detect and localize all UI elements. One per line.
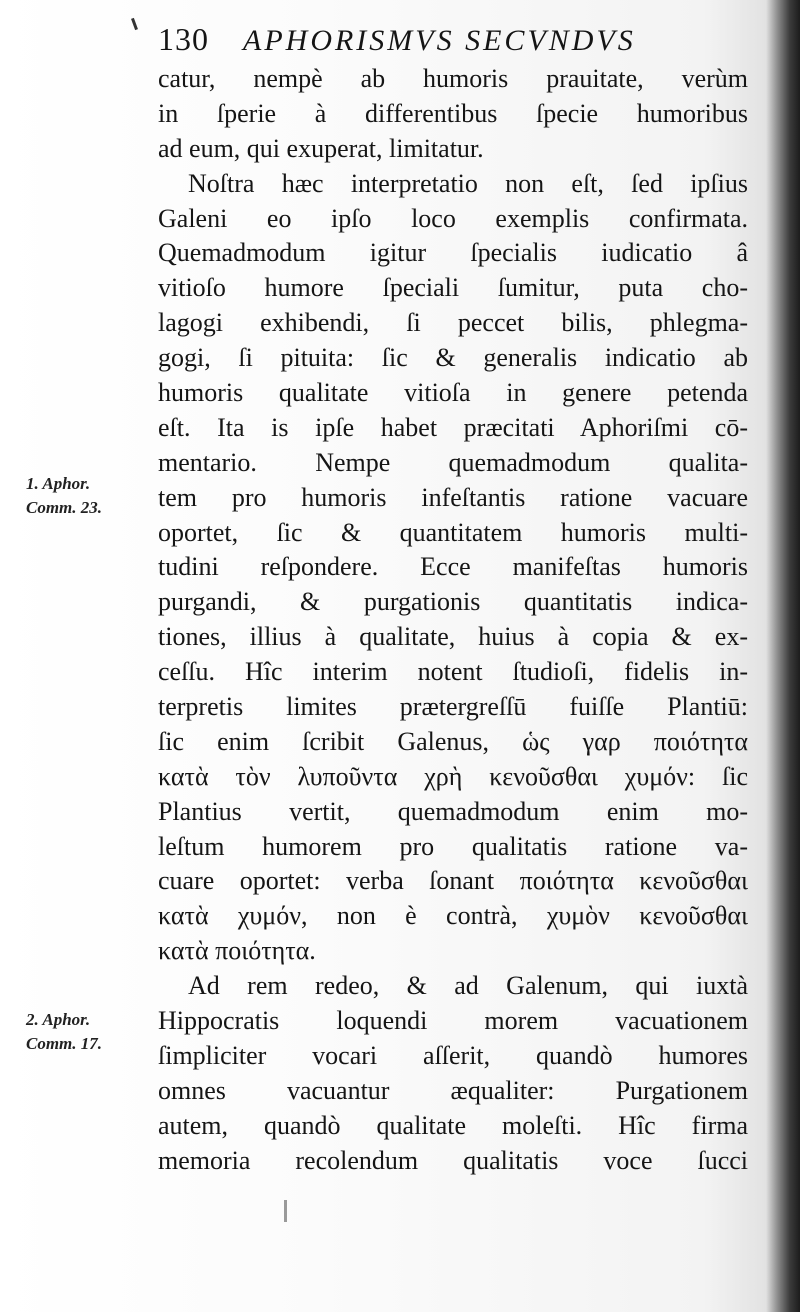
text-line: κατὰ τὸν λυποῦντα χρὴ κενοῦσθαι χυμόν: ſic bbox=[158, 761, 748, 791]
text-line: omnes vacuantur æqualiter: Purgationem bbox=[158, 1075, 748, 1105]
text-line: Hippocratis loquendi morem vacuationem bbox=[158, 1006, 748, 1036]
text-line: tudini reſpondere. Ecce manifeſtas humoris bbox=[158, 552, 748, 582]
text-line: Plantius vertit, quemadmodum enim mo- bbox=[158, 796, 748, 826]
text-line: Ad rem redeo, & ad Galenum, qui iuxtà bbox=[188, 971, 748, 1001]
page-gutter-shadow bbox=[766, 0, 800, 1312]
print-mark bbox=[284, 1200, 287, 1222]
text-line: vitioſo humore ſpeciali ſumitur, puta cho- bbox=[158, 273, 748, 303]
text-line: cuare oportet: verba ſonant ποιότητα κενοῦσθαι bbox=[158, 866, 748, 896]
text-line: lagogi exhibendi, ſi peccet bilis, phlegma- bbox=[158, 308, 748, 338]
page-number: 130 bbox=[158, 21, 209, 57]
margin-note-comm: Comm. 17. bbox=[26, 1034, 103, 1053]
text-line: tem pro humoris infeſtantis ratione vacuare bbox=[158, 482, 748, 512]
text-line: κατὰ χυμόν, non è contrà, χυμὸν κενοῦσθαι bbox=[158, 901, 748, 931]
text-line: humoris qualitate vitioſa in genere petenda bbox=[158, 378, 748, 408]
margin-note-ref: 2. Aphor. bbox=[26, 1010, 91, 1029]
text-line: eſt. Ita is ipſe habet præcitati Aphoriſmi cō- bbox=[158, 412, 748, 442]
text-line: oportet, ſic & quantitatem humoris multi- bbox=[158, 517, 748, 547]
text-line: ceſſu. Hîc interim notent ſtudioſi, fidelis in- bbox=[158, 657, 748, 687]
text-line: mentario. Nempe quemadmodum qualita- bbox=[158, 447, 748, 477]
text-line: in ſperie à differentibus ſpecie humoribus bbox=[158, 98, 748, 128]
running-title: APHORISMVS SECVNDVS bbox=[243, 24, 636, 57]
margin-note-comm: Comm. 23. bbox=[26, 498, 103, 517]
text-line: ad eum, qui exuperat, limitatur. bbox=[158, 133, 484, 163]
margin-note-2 bbox=[26, 1008, 146, 1056]
text-block bbox=[158, 62, 748, 1179]
text-line: autem, quandò qualitate moleſti. Hîc firma bbox=[158, 1110, 748, 1140]
text-line: leſtum humorem pro qualitatis ratione va- bbox=[158, 831, 748, 861]
text-line: purgandi, & purgationis quantitatis indica- bbox=[158, 587, 748, 617]
margin-note-1 bbox=[26, 472, 146, 520]
text-line: Noſtra hæc interpretatio non eſt, ſed ipſius bbox=[188, 168, 748, 198]
margin-note-ref: 1. Aphor. bbox=[26, 474, 91, 493]
text-line: catur, nempè ab humoris prauitate, verùm bbox=[158, 64, 748, 93]
text-line: ſimpliciter vocari aſſerit, quandò humores bbox=[158, 1040, 748, 1070]
text-line: ſic enim ſcribit Galenus, ὡς γαρ ποιότητα bbox=[158, 726, 748, 756]
text-line: Galeni eo ipſo loco exemplis confirmata. bbox=[158, 203, 748, 233]
running-header bbox=[158, 14, 758, 64]
text-line: κατὰ ποιότητα. bbox=[158, 936, 316, 966]
text-line: tiones, illius à qualitate, huius à copia & ex- bbox=[158, 622, 748, 652]
text-line: memoria recolendum qualitatis voce ſucci bbox=[158, 1145, 748, 1175]
text-line: Quemadmodum igitur ſpecialis iudicatio â bbox=[158, 238, 748, 268]
text-line: gogi, ſi pituita: ſic & generalis indicatio ab bbox=[158, 343, 748, 373]
text-line: terpretis limites prætergreſſū fuiſſe Plantiū: bbox=[158, 692, 748, 722]
